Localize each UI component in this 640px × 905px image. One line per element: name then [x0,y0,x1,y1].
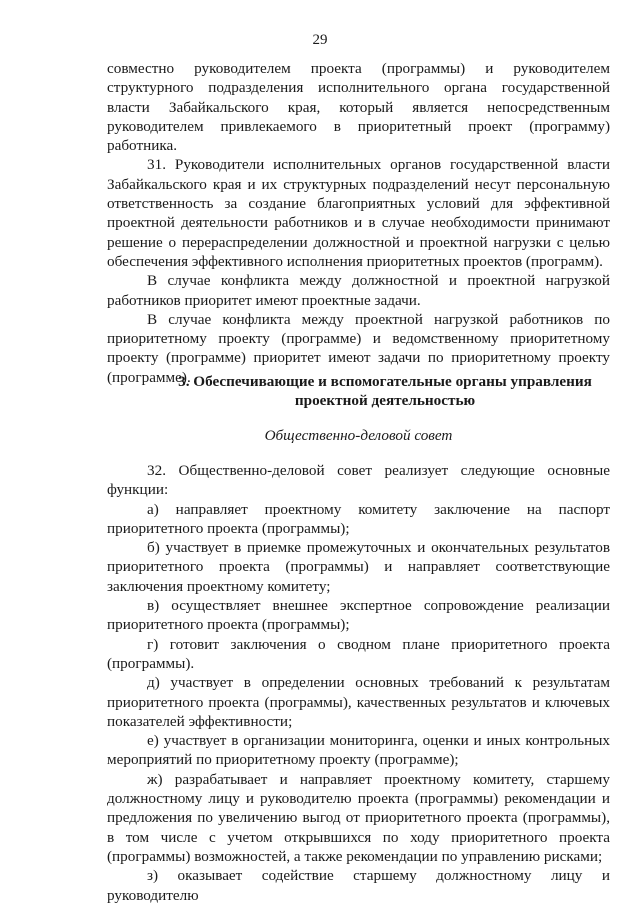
paragraph-31: 31. Руководители исполнительных органов государственной власти Забайкальского края и их структурных подразделений несут персональную ответственность за создание благоприятных условий для эффективной проектной деятельности работников и в случае необходимости принимают решение о перераспределении должностной и проектной нагрузки с целью обеспечения эффективного исполнения приоритетных проектов (программ). [107,156,610,270]
list-item-b: б) участвует в приемке промежуточных и окончательных результатов приоритетного проекта (программы) и направляет соответствующие заключения проектному комитету; [107,539,610,595]
section-heading-text: 3. Обеспечивающие и вспомогательные органы управления проектной деятельностью [178,373,592,410]
list-item-v: в) осуществляет внешнее экспертное сопровождение реализации приоритетного проекта (программы); [107,597,610,634]
list-item-d: д) участвует в определении основных требований к результатам приоритетного проекта (программы), качественных результатов и ключевых показателей эффективности; [107,674,610,730]
subheading [107,426,610,445]
text-block-bottom [107,461,610,905]
paragraph-conflict-2: В случае конфликта между проектной нагрузкой работников по приоритетному проекту (программе) и ведомственному приоритетному проекту (программе) приоритет имеют задачи по приоритетному проекту (программе). [107,310,610,386]
page-number: 29 [312,32,328,48]
paragraph-conflict-1: В случае конфликта между должностной и проектной нагрузкой работников приоритет имеют проектные задачи. [107,272,610,309]
list-item-e: е) участвует в организации мониторинга, оценки и иных контрольных мероприятий по приоритетному проекту (программе); [107,732,610,769]
paragraph-continuation: совместно руководителем проекта (программы) и руководителем структурного подразделения исполнительного органа государственной власти Забайкальского края, который является непосредственным руководителем привлекаемого в приоритетный проект (программу) работника. [107,60,610,155]
paragraph-32: 32. Общественно-деловой совет реализует следующие основные функции: [107,462,610,499]
text-block-top [107,59,610,387]
list-item-a: а) направляет проектному комитету заключение на паспорт приоритетного проекта (программы); [107,500,610,537]
section-heading [150,372,620,411]
list-item-z: з) оказывает содействие старшему должностному лицу и руководителю [107,867,610,904]
subheading-text: Общественно-деловой совет [264,427,453,444]
list-item-zh: ж) разрабатывает и направляет проектному комитету, старшему должностному лицу и руководителю проекта (программы) рекомендации и предложения по увеличению выгод от приоритетного проекта (программы), в том числе с учетом открывшихся по ходу приоритетного проекта (программы) возможностей, а также рекомендации по управлению рисками; [107,770,610,865]
list-item-g: г) готовит заключения о сводном плане приоритетного проекта (программы). [107,635,610,672]
